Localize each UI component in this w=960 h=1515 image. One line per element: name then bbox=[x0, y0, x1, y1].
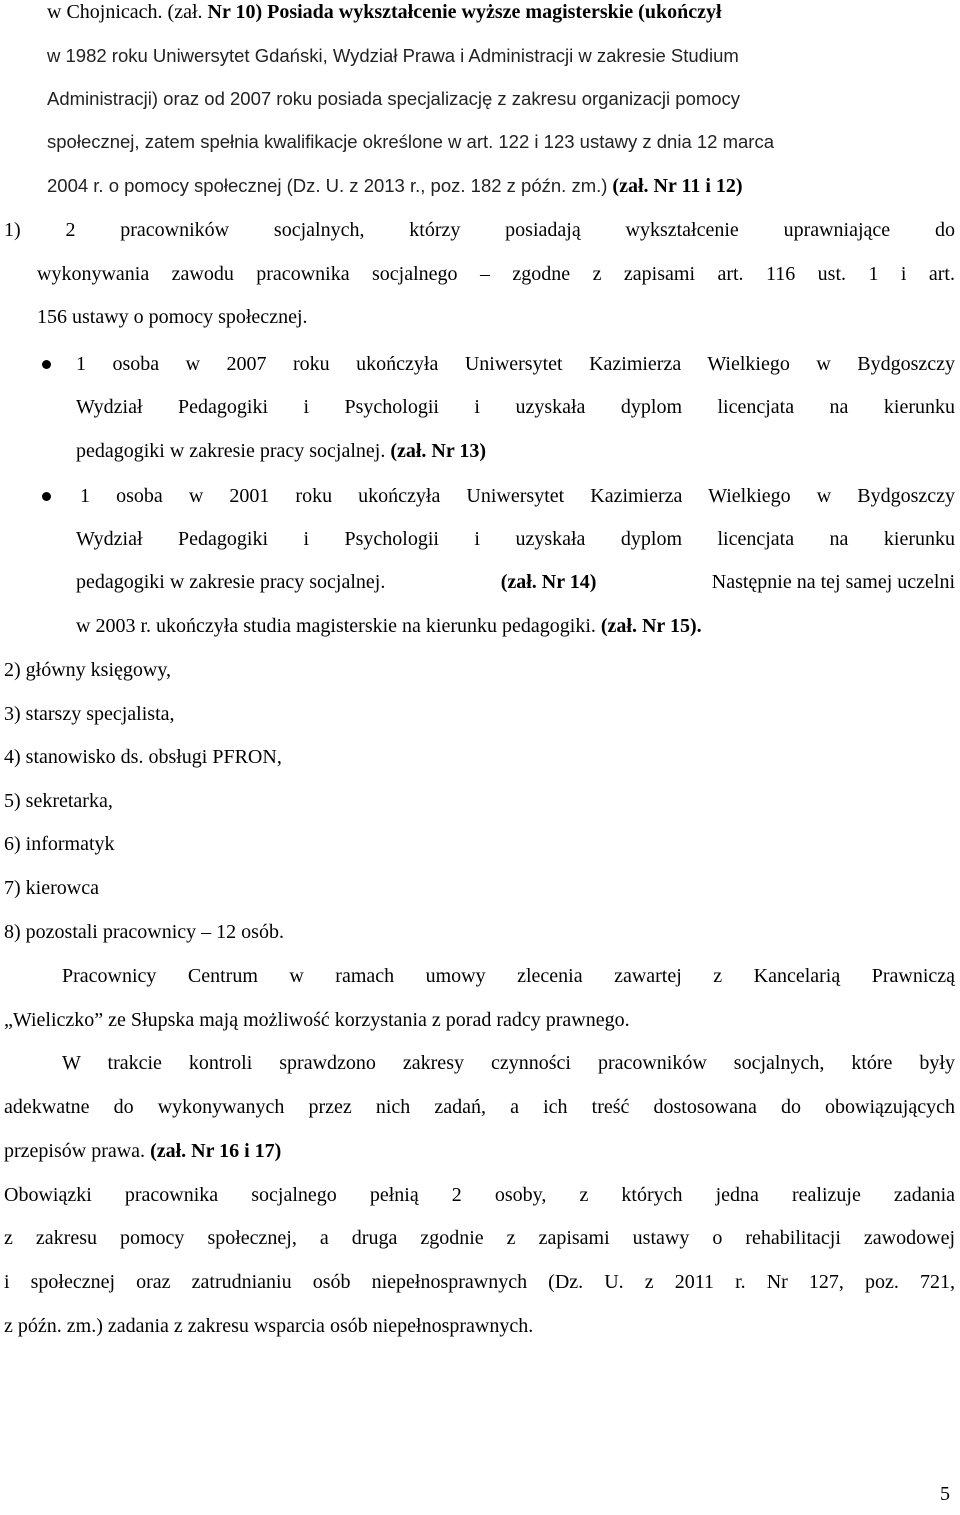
text-line bbox=[37, 305, 308, 329]
text-line bbox=[47, 87, 955, 111]
page-number: 5 bbox=[940, 1483, 950, 1505]
text-line bbox=[76, 395, 955, 419]
text-fragment: 1 osoba w 2001 roku ukończyła Uniwersytet Kazimierza Wielkiego w Bydgoszczy bbox=[80, 485, 955, 507]
text-fragment: w 2003 r. ukończyła studia magisterskie na kierunku pedagogiki. bbox=[76, 615, 596, 637]
text-fragment: z późn. zm.) zadania z zakresu wsparcia osób niepełnosprawnych. bbox=[4, 1315, 534, 1337]
annex-reference: (zał. Nr 14) bbox=[500, 571, 597, 593]
annex-reference: (zał. Nr 11 i 12) bbox=[607, 175, 743, 197]
text-fragment: w 1982 roku Uniwersytet Gdański, Wydział Prawa i Administracji w zakresie Studium bbox=[47, 45, 739, 66]
text-fragment: 2) główny księgowy, bbox=[4, 659, 172, 681]
list-item bbox=[4, 745, 282, 769]
text-fragment: pedagogiki w zakresie pracy socjalnej. bbox=[76, 440, 386, 462]
text-fragment: 1 osoba w 2007 roku ukończyła Uniwersytet Kazimierza Wielkiego w Bydgoszczy bbox=[76, 353, 955, 375]
list-item bbox=[4, 218, 955, 242]
text-line bbox=[47, 0, 955, 24]
text-fragment: 8) pozostali pracownicy – 12 osób. bbox=[4, 921, 284, 943]
text-line bbox=[4, 1314, 533, 1338]
annex-reference: (zał. Nr 13) bbox=[385, 440, 487, 462]
text-fragment: W trakcie kontroli sprawdzono zakresy czynności pracowników socjalnych, które były bbox=[62, 1052, 955, 1074]
text-fragment: adekwatne do wykonywanych przez nich zadań, a ich treść dostosowana do obowiązujących bbox=[4, 1096, 955, 1118]
text-fragment: przepisów prawa. bbox=[4, 1140, 146, 1162]
text-fragment: w Chojnicach. (zał. Nr 10) Posiada wykształcenie wyższe magisterskie (ukończył bbox=[47, 1, 722, 23]
text-fragment: Pracownicy Centrum w ramach umowy zlecenia zawartej z Kancelarią Prawniczą bbox=[62, 965, 955, 987]
text-line bbox=[37, 262, 955, 286]
text-fragment: wykonywania zawodu pracownika socjalnego – zgodne z zapisami art. 116 ust. 1 i art. bbox=[37, 263, 955, 285]
list-item bbox=[4, 702, 175, 726]
text-line bbox=[4, 1139, 281, 1163]
text-fragment: 4) stanowisko ds. obsługi PFRON, bbox=[4, 746, 282, 768]
text-fragment: 7) kierowca bbox=[4, 877, 99, 899]
annex-reference: (zał. Nr 15). bbox=[595, 615, 702, 637]
text-line bbox=[4, 1226, 955, 1250]
text-line bbox=[47, 174, 743, 198]
text-fragment: i społecznej oraz zatrudnianiu osób niepełnosprawnych (Dz. U. z 2011 r. Nr 127, poz. 721, bbox=[4, 1271, 955, 1293]
text-fragment: 2004 r. o pomocy społecznej (Dz. U. z 2013 r., poz. 182 z późn. zm.) bbox=[47, 175, 608, 196]
list-item bbox=[4, 658, 171, 682]
text-line bbox=[76, 614, 702, 638]
text-line bbox=[76, 527, 955, 551]
text-fragment: Wydział Pedagogiki i Psychologii i uzyskała dyplom licencjata na kierunku bbox=[76, 528, 955, 550]
text-fragment: 6) informatyk bbox=[4, 833, 115, 855]
text-line bbox=[76, 352, 955, 376]
text-fragment: Następnie na tej samej uczelni bbox=[711, 571, 955, 593]
text-line bbox=[47, 130, 774, 154]
list-item bbox=[4, 832, 115, 856]
bullet-icon bbox=[42, 492, 51, 501]
text-line bbox=[76, 439, 486, 463]
text-fragment: z zakresu pomocy społecznej, a druga zgodnie z zapisami ustawy o rehabilitacji zawodowej bbox=[4, 1227, 955, 1249]
text-fragment: 1) 2 pracowników socjalnych, którzy posiadają wykształcenie uprawniające do bbox=[4, 219, 955, 241]
bullet-icon bbox=[42, 360, 51, 369]
text-line bbox=[80, 484, 955, 508]
text-fragment: społecznej, zatem spełnia kwalifikacje określone w art. 122 i 123 ustawy z dnia 12 marca bbox=[47, 131, 775, 152]
text-fragment: Administracji) oraz od 2007 roku posiada specjalizację z zakresu organizacji pomocy bbox=[47, 88, 741, 109]
text-line bbox=[62, 964, 955, 988]
text-fragment: 3) starszy specjalista, bbox=[4, 703, 175, 725]
text-fragment: Obowiązki pracownika socjalnego pełnią 2 osoby, z których jedna realizuje zadania bbox=[4, 1184, 955, 1206]
text-line bbox=[4, 1095, 955, 1119]
list-item bbox=[4, 876, 99, 900]
text-line bbox=[4, 1183, 955, 1207]
text-line bbox=[4, 1270, 955, 1294]
text-fragment: 156 ustawy o pomocy społecznej. bbox=[37, 306, 308, 328]
text-fragment: 5) sekretarka, bbox=[4, 790, 113, 812]
text-fragment: pedagogiki w zakresie pracy socjalnej. bbox=[76, 571, 386, 593]
text-line bbox=[62, 1051, 955, 1075]
text-line bbox=[76, 570, 955, 594]
text-line bbox=[47, 44, 955, 68]
list-item bbox=[4, 789, 113, 813]
annex-reference: (zał. Nr 16 i 17) bbox=[145, 1140, 282, 1162]
text-line bbox=[4, 1008, 630, 1032]
text-fragment: Wydział Pedagogiki i Psychologii i uzyskała dyplom licencjata na kierunku bbox=[76, 396, 955, 418]
text-fragment: „Wieliczko” ze Słupska mają możliwość korzystania z porad radcy prawnego. bbox=[4, 1009, 630, 1031]
list-item bbox=[4, 920, 284, 944]
